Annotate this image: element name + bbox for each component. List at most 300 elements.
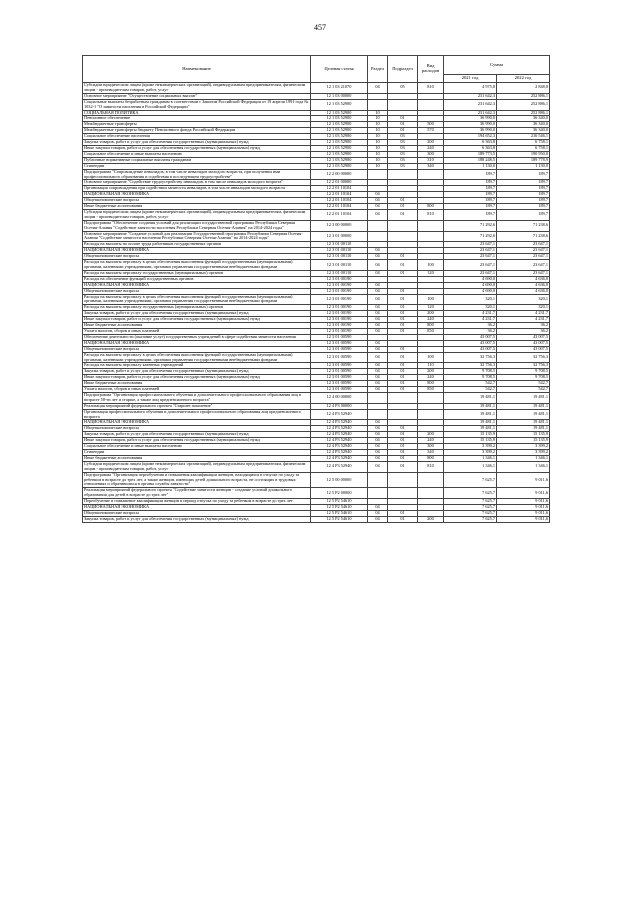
row-value-2021: 23 647,1 — [444, 270, 497, 276]
row-subsection: 01 — [388, 346, 418, 352]
row-subsection: 01 — [388, 455, 418, 461]
header-target-item: Целевая статья — [311, 56, 368, 83]
row-target-item: 12 3 01 00190 — [311, 276, 368, 282]
row-value-2021: 231 642,3 — [444, 110, 497, 116]
row-section: 04 — [368, 204, 388, 210]
row-expense-type: 310 — [418, 157, 444, 163]
row-section: 04 — [368, 352, 388, 363]
row-value-2022: 6 758,1 — [497, 140, 550, 146]
row-section: 04 — [368, 254, 388, 260]
row-subsection: 01 — [388, 198, 418, 204]
row-value-2022: 23 647,1 — [497, 260, 550, 271]
row-target-item: 12 4 P3 52940 — [311, 450, 368, 456]
row-subsection — [388, 220, 418, 231]
row-value-2022: 4 231,7 — [497, 311, 550, 317]
row-target-item: 12 5 P2 54610 — [311, 499, 368, 505]
row-section: 04 — [368, 381, 388, 387]
table-row — [83, 461, 550, 472]
row-subsection: 01 — [388, 294, 418, 305]
row-section — [368, 231, 388, 242]
row-value-2021: 36 990,0 — [444, 128, 497, 134]
row-value-2022: 1 346,1 — [497, 461, 550, 472]
row-value-2022: 19 481,1 — [497, 426, 550, 432]
row-name: Основное мероприятие "Осуществление социальных выплат" — [83, 93, 311, 99]
row-subsection: 01 — [388, 204, 418, 210]
row-name: Расходы на выплаты персоналу в целях обеспечения выполнения функций государственными (муниципальными) органами, казенными учреждениями, органами управления государственными внебюджетными фондами — [83, 294, 311, 305]
row-name: Подпрограмма "Организация профессионального обучения и дополнительного профессионального образования лиц в возрасте 50-ти лет и старше, а также лиц предпенсионного возраста" — [83, 392, 311, 403]
row-name: Общеэкономические вопросы — [83, 198, 311, 204]
row-target-item: 12 3 01 00190 — [311, 294, 368, 305]
row-subsection: 01 — [388, 122, 418, 128]
row-section: 04 — [368, 209, 388, 220]
row-subsection: 03 — [388, 134, 418, 140]
row-section: 04 — [368, 432, 388, 438]
row-value-2022: 252 886,1 — [497, 110, 550, 116]
row-value-2022: 71 238,6 — [497, 220, 550, 231]
row-target-item: 12 1 03 52900 — [311, 140, 368, 146]
row-section: 04 — [368, 198, 388, 204]
row-value-2021: 4 690,0 — [444, 288, 497, 294]
row-expense-type: 800 — [418, 381, 444, 387]
row-value-2021: 4 231,7 — [444, 317, 497, 323]
row-name: Субсидии юридическим лицам (кроме некоммерческих организаций), индивидуальным предпринимателям, физическим лицам - производителям товаров, работ, услуг — [83, 461, 311, 472]
row-section: 04 — [368, 455, 388, 461]
row-subsection — [388, 99, 418, 110]
row-subsection: 01 — [388, 317, 418, 323]
row-subsection — [388, 472, 418, 488]
row-name: Социальное обеспечение и иные выплаты населению — [83, 444, 311, 450]
row-value-2021: 43 007,5 — [444, 346, 497, 352]
row-value-2021: 231 642,3 — [444, 99, 497, 110]
table-row — [83, 352, 550, 363]
row-name: НАЦИОНАЛЬНАЯ ЭКОНОМИКА — [83, 420, 311, 426]
row-name: НАЦИОНАЛЬНАЯ ЭКОНОМИКА — [83, 192, 311, 198]
row-section: 04 — [368, 305, 388, 311]
row-subsection: 01 — [388, 516, 418, 522]
row-target-item: 12 1 03 52900 — [311, 110, 368, 116]
row-section — [368, 169, 388, 180]
row-name: Общеэкономические вопросы — [83, 426, 311, 432]
row-value-2022: 189,7 — [497, 198, 550, 204]
row-target-item: 12 3 01 00590 — [311, 369, 368, 375]
row-expense-type: 810 — [418, 209, 444, 220]
row-name: Переобучение и повышение квалификации женщин в период отпуска по уходу за ребенком в возрасте до трех лет — [83, 499, 311, 505]
row-section: 04 — [368, 346, 388, 352]
page-number: 457 — [314, 23, 326, 32]
row-value-2021: 23 647,1 — [444, 254, 497, 260]
row-name: Закупка товаров, работ и услуг для обеспечения государственных (муниципальных) нужд — [83, 432, 311, 438]
row-value-2022: 4 636,0 — [497, 282, 550, 288]
header-section: Раздел — [368, 56, 388, 83]
row-target-item: 12 1 03 00000 — [311, 93, 368, 99]
row-name: Иные закупки товаров, работ и услуг для обеспечения государственных (муниципальных) нужд — [83, 317, 311, 323]
row-name: Расходы на выплаты по оплате труда работников государственных органов — [83, 242, 311, 248]
row-subsection: 01 — [388, 270, 418, 276]
row-subsection: 01 — [388, 432, 418, 438]
row-value-2022: 32 756,3 — [497, 352, 550, 363]
row-subsection: 03 — [388, 140, 418, 146]
row-section: 10 — [368, 157, 388, 163]
row-target-item: 12 3 01 00110 — [311, 242, 368, 248]
row-value-2022: 23 647,1 — [497, 270, 550, 276]
row-expense-type — [418, 472, 444, 488]
row-subsection: 01 — [388, 450, 418, 456]
row-target-item: 12 3 01 00590 — [311, 387, 368, 393]
row-subsection: 01 — [388, 209, 418, 220]
row-expense-type — [418, 409, 444, 420]
row-expense-type: 240 — [418, 438, 444, 444]
row-target-item: 12 3 01 00590 — [311, 346, 368, 352]
row-name: Организация сопровождения при содействии занятости инвалидов, в том числе инвалидов молодого возраста — [83, 186, 311, 192]
row-value-2021: 1 346,1 — [444, 455, 497, 461]
row-section: 04 — [368, 294, 388, 305]
row-name: Уплата налогов, сборов и иных платежей — [83, 387, 311, 393]
row-subsection: 03 — [388, 151, 418, 157]
table-row — [83, 392, 550, 403]
row-name: Иные закупки товаров, работ и услуг для обеспечения государственных (муниципальных) нужд — [83, 438, 311, 444]
row-value-2022: 189,7 — [497, 169, 550, 180]
row-section: 04 — [368, 282, 388, 288]
row-value-2021: 23 647,1 — [444, 248, 497, 254]
row-target-item: 12 2 01 10104 — [311, 209, 368, 220]
row-value-2021: 7 625,7 — [444, 488, 497, 499]
row-target-item: 12 3 01 00190 — [311, 311, 368, 317]
row-section — [368, 392, 388, 403]
row-value-2021: 15 135,9 — [444, 432, 497, 438]
row-value-2022: 36 340,0 — [497, 128, 550, 134]
row-subsection: 03 — [388, 157, 418, 163]
row-name: Социальное обеспечение населения — [83, 134, 311, 140]
header-year-2022: 2022 год — [497, 75, 550, 83]
row-name: Иные закупки товаров, работ и услуг для обеспечения государственных (муниципальных) нужд — [83, 375, 311, 381]
row-expense-type: 240 — [418, 145, 444, 151]
row-target-item: 12 3 01 00190 — [311, 328, 368, 334]
row-value-2021: 36 990,0 — [444, 122, 497, 128]
row-value-2022: 189,7 — [497, 186, 550, 192]
row-target-item: 12 1 03 21070 — [311, 83, 368, 94]
row-value-2022: 542,7 — [497, 387, 550, 393]
row-subsection: 01 — [388, 510, 418, 516]
row-value-2022: 4 636,0 — [497, 288, 550, 294]
table-row — [83, 220, 550, 231]
row-value-2021: 189,7 — [444, 192, 497, 198]
row-name: Обеспечение деятельности (оказание услуг) государственных учреждений в сфере содействия занятости населения — [83, 334, 311, 340]
row-subsection: 01 — [388, 387, 418, 393]
row-subsection — [388, 392, 418, 403]
row-expense-type: 800 — [418, 455, 444, 461]
table-row — [83, 409, 550, 420]
row-name: Закупка товаров, работ и услуг для обеспечения государственных (муниципальных) нужд — [83, 140, 311, 146]
row-value-2022: 9 708,5 — [497, 375, 550, 381]
row-value-2021: 19 481,1 — [444, 426, 497, 432]
row-target-item: 12 1 03 52900 — [311, 128, 368, 134]
row-subsection — [388, 231, 418, 242]
row-subsection: 01 — [388, 461, 418, 472]
row-subsection: 01 — [388, 128, 418, 134]
header-year-2021: 2021 год — [444, 75, 497, 83]
row-section: 04 — [368, 83, 388, 94]
row-value-2022: 43 007,5 — [497, 346, 550, 352]
row-target-item: 12 3 01 00590 — [311, 375, 368, 381]
row-value-2021: 43 007,5 — [444, 340, 497, 346]
row-name: Иные бюджетные ассигнования — [83, 381, 311, 387]
row-value-2021: 7 625,7 — [444, 510, 497, 516]
row-value-2022: 19 481,1 — [497, 403, 550, 409]
row-value-2022: 252 886,1 — [497, 99, 550, 110]
row-expense-type: 110 — [418, 363, 444, 369]
row-section: 10 — [368, 128, 388, 134]
row-section: 04 — [368, 288, 388, 294]
row-section: 04 — [368, 426, 388, 432]
row-value-2022: 15 135,9 — [497, 432, 550, 438]
row-value-2022: 23 647,1 — [497, 242, 550, 248]
row-value-2022: 36,2 — [497, 323, 550, 329]
row-value-2021: 36,2 — [444, 328, 497, 334]
row-name: Социальное обеспечение и иные выплаты населению — [83, 151, 311, 157]
row-value-2021: 3 399,2 — [444, 450, 497, 456]
row-value-2021: 9 708,5 — [444, 375, 497, 381]
row-name: Общеэкономические вопросы — [83, 288, 311, 294]
row-name: Основное мероприятие "Содействие трудоустройству инвалидов, в том числе инвалидов молодого возраста" — [83, 180, 311, 186]
table-row — [83, 260, 550, 271]
row-value-2022: 4 636,0 — [497, 276, 550, 282]
row-expense-type: 120 — [418, 305, 444, 311]
row-value-2021: 4 231,7 — [444, 311, 497, 317]
row-target-item: 12 5 P2 54610 — [311, 505, 368, 511]
row-value-2021: 189,7 — [444, 186, 497, 192]
row-section: 04 — [368, 420, 388, 426]
row-section: 04 — [368, 387, 388, 393]
table-row — [83, 169, 550, 180]
row-expense-type: 300 — [418, 151, 444, 157]
row-value-2022: 320,1 — [497, 305, 550, 311]
row-section: 04 — [368, 363, 388, 369]
row-expense-type: 200 — [418, 516, 444, 522]
row-name: Общеэкономические вопросы — [83, 254, 311, 260]
row-name: НАЦИОНАЛЬНАЯ ЭКОНОМИКА — [83, 340, 311, 346]
row-value-2021: 7 625,7 — [444, 516, 497, 522]
row-subsection: 01 — [388, 323, 418, 329]
row-value-2022: 9 011,6 — [497, 516, 550, 522]
row-expense-type: 200 — [418, 369, 444, 375]
row-subsection — [388, 169, 418, 180]
row-section: 04 — [368, 192, 388, 198]
row-target-item: 12 3 01 00110 — [311, 260, 368, 271]
row-name: Подпрограмма "Сопровождение инвалидов, в том числе инвалидов молодого возраста, при получении ими профессионального образования и содействия в последующем трудоустройстве" — [83, 169, 311, 180]
row-target-item: 12 3 01 00590 — [311, 363, 368, 369]
table-row — [83, 516, 550, 522]
row-section — [368, 488, 388, 499]
row-subsection: 01 — [388, 363, 418, 369]
row-section: 04 — [368, 248, 388, 254]
row-value-2021: 4 975,8 — [444, 83, 497, 94]
row-expense-type: 120 — [418, 270, 444, 276]
row-target-item: 12 1 03 52900 — [311, 163, 368, 169]
row-value-2021: 320,1 — [444, 294, 497, 305]
row-value-2021: 188 248,5 — [444, 157, 497, 163]
row-name: Расходы на выплаты персоналу казенных учреждений — [83, 363, 311, 369]
row-name: Закупка товаров, работ и услуг для обеспечения государственных (муниципальных) нужд — [83, 369, 311, 375]
row-value-2021: 189 773,5 — [444, 151, 497, 157]
row-expense-type — [418, 220, 444, 231]
row-expense-type — [418, 99, 444, 110]
row-section: 10 — [368, 134, 388, 140]
row-name: Пенсионное обеспечение — [83, 116, 311, 122]
row-name: Расходы на выплаты персоналу государственных (муниципальных) органов — [83, 270, 311, 276]
row-target-item: 12 2 01 10104 — [311, 198, 368, 204]
row-target-item: 12 3 01 00190 — [311, 317, 368, 323]
row-expense-type: 340 — [418, 163, 444, 169]
row-value-2022: 19 481,1 — [497, 392, 550, 403]
row-target-item: 12 1 03 52900 — [311, 145, 368, 151]
row-section: 04 — [368, 461, 388, 472]
row-expense-type: 200 — [418, 311, 444, 317]
row-name: Иные бюджетные ассигнования — [83, 204, 311, 210]
row-target-item: 12 3 01 00110 — [311, 270, 368, 276]
row-value-2021: 189,7 — [444, 180, 497, 186]
row-value-2021: 19 481,1 — [444, 409, 497, 420]
row-expense-type: 200 — [418, 140, 444, 146]
row-subsection: 05 — [388, 83, 418, 94]
row-value-2022: 1 130,0 — [497, 163, 550, 169]
row-name: Стипендии — [83, 163, 311, 169]
row-target-item: 12 2 01 10104 — [311, 204, 368, 210]
row-expense-type: 570 — [418, 128, 444, 134]
row-subsection: 01 — [388, 311, 418, 317]
row-name: Публичные нормативные социальные выплаты гражданам — [83, 157, 311, 163]
row-target-item: 12 3 01 00110 — [311, 248, 368, 254]
row-section — [368, 220, 388, 231]
row-value-2022: 320,1 — [497, 294, 550, 305]
row-value-2022: 189,7 — [497, 204, 550, 210]
row-section: 04 — [368, 505, 388, 511]
table-body — [83, 83, 550, 523]
row-section: 04 — [368, 510, 388, 516]
row-value-2021: 3 399,2 — [444, 444, 497, 450]
row-value-2021: 231 642,3 — [444, 93, 497, 99]
row-name: Основное мероприятие "Создание условий для реализации Государственной программы Республики Северная Осетия-Алания "Содействие занятости населения Республики Северная Осетия-Алания" на 2014-2024 годы" — [83, 231, 311, 242]
row-name: Подпрограмма "Обеспечение создания условий для реализации государственной программы Республики Северная Осетия-Алания "Содействие занятости населения Республики Северная Осетия-Алания" на 2014-2024 годы" — [83, 220, 311, 231]
row-value-2022: 36,2 — [497, 328, 550, 334]
row-name: Субсидии юридическим лицам (кроме некоммерческих организаций), индивидуальным предпринимателям, физическим лицам - производителям товаров, работ, услуг — [83, 83, 311, 94]
row-target-item: 12 3 01 00590 — [311, 381, 368, 387]
row-expense-type: 810 — [418, 83, 444, 94]
row-name: Организация профессионального обучения и дополнительного профессионального образования лиц предпенсионного возраста — [83, 409, 311, 420]
row-name: Общеэкономические вопросы — [83, 510, 311, 516]
row-target-item: 12 4 P3 52940 — [311, 409, 368, 420]
row-target-item: 12 3 01 00190 — [311, 288, 368, 294]
row-target-item: 12 5 P2 54610 — [311, 510, 368, 516]
row-value-2021: 9 708,5 — [444, 369, 497, 375]
row-value-2022: 43 007,5 — [497, 340, 550, 346]
row-expense-type: 240 — [418, 375, 444, 381]
row-value-2022: 6 758,1 — [497, 145, 550, 151]
row-subsection: 01 — [388, 444, 418, 450]
row-value-2021: 19 481,1 — [444, 420, 497, 426]
row-section: 04 — [368, 369, 388, 375]
row-subsection: 01 — [388, 381, 418, 387]
row-target-item: 12 4 P3 52940 — [311, 461, 368, 472]
row-section: 04 — [368, 516, 388, 522]
row-target-item: 12 4 P3 52940 — [311, 420, 368, 426]
row-name: НАЦИОНАЛЬНАЯ ЭКОНОМИКА — [83, 282, 311, 288]
row-name: Подпрограмма "Организация переобучения и повышения квалификации женщин, находящихся в отпуске по уходу за ребенком в возрасте до трех лет, а также женщин, имеющих детей дошкольного возраста, не состоящих в трудовых отношениях и обратившихся в органы службы занятости" — [83, 472, 311, 488]
row-subsection: 01 — [388, 426, 418, 432]
row-name: Межбюджетные трансферты бюджету Пенсионного фонда Российской Федерации — [83, 128, 311, 134]
row-section: 10 — [368, 151, 388, 157]
row-subsection: 01 — [388, 375, 418, 381]
row-subsection: 01 — [388, 352, 418, 363]
row-subsection: 01 — [388, 438, 418, 444]
row-value-2021: 1 130,0 — [444, 163, 497, 169]
row-name: Расходы на выплаты персоналу государственных (муниципальных) органов — [83, 305, 311, 311]
row-name: Расходы на выплаты персоналу в целях обеспечения выполнения функций государственными (муниципальными) органами, казенными учреждениями, органами управления государственными внебюджетными фондами — [83, 260, 311, 271]
row-target-item: 12 2 01 10104 — [311, 192, 368, 198]
row-value-2021: 32 756,3 — [444, 363, 497, 369]
row-value-2022: 71 238,6 — [497, 231, 550, 242]
row-value-2022: 15 135,9 — [497, 438, 550, 444]
row-value-2022: 43 007,5 — [497, 334, 550, 340]
row-target-item: 12 3 01 00590 — [311, 340, 368, 346]
row-value-2022: 19 481,1 — [497, 420, 550, 426]
row-name: Расходы на обеспечение функций государственных органов — [83, 276, 311, 282]
row-section: 04 — [368, 317, 388, 323]
row-value-2022: 1 346,1 — [497, 455, 550, 461]
row-value-2021: 19 481,1 — [444, 403, 497, 409]
row-name: Реализация мероприятий федерального проекта "Содействие занятости женщин - создание условий дошкольного образования для детей в возрасте до трех лет" — [83, 488, 311, 499]
table-row — [83, 99, 550, 110]
row-name: Реализация мероприятий федерального проекта "Старшее поколение" — [83, 403, 311, 409]
row-value-2021: 71 292,6 — [444, 231, 497, 242]
row-section: 04 — [368, 323, 388, 329]
row-name: Иные закупки товаров, работ и услуг для обеспечения государственных (муниципальных) нужд — [83, 145, 311, 151]
row-expense-type: 800 — [418, 323, 444, 329]
row-expense-type — [418, 392, 444, 403]
row-target-item: 12 3 01 00000 — [311, 231, 368, 242]
row-value-2021: 36,2 — [444, 323, 497, 329]
row-section — [368, 409, 388, 420]
table-row — [83, 231, 550, 242]
row-value-2022: 189,7 — [497, 180, 550, 186]
row-target-item: 12 4 P3 52940 — [311, 432, 368, 438]
row-section: 04 — [368, 260, 388, 271]
row-target-item: 12 3 00 00000 — [311, 220, 368, 231]
row-target-item: 12 1 03 52900 — [311, 157, 368, 163]
row-section: 10 — [368, 116, 388, 122]
row-target-item: 12 4 00 00000 — [311, 392, 368, 403]
row-expense-type: 240 — [418, 317, 444, 323]
row-target-item: 12 1 03 52900 — [311, 151, 368, 157]
row-subsection: 01 — [388, 260, 418, 271]
row-section: 04 — [368, 311, 388, 317]
row-name: Расходы на выплаты персоналу в целях обеспечения выполнения функций государственными (муниципальными) органами, казенными учреждениями, органами управления государственными внебюджетными фондами — [83, 352, 311, 363]
budget-table — [82, 55, 550, 523]
row-section: 04 — [368, 438, 388, 444]
row-section: 04 — [368, 340, 388, 346]
row-section: 04 — [368, 450, 388, 456]
row-value-2021: 189,7 — [444, 169, 497, 180]
row-subsection: 01 — [388, 369, 418, 375]
row-value-2022: 9 011,6 — [497, 505, 550, 511]
table-row — [83, 83, 550, 94]
row-expense-type: 810 — [418, 461, 444, 472]
row-value-2021: 1 346,1 — [444, 461, 497, 472]
row-target-item: 12 1 03 52900 — [311, 116, 368, 122]
row-value-2021: 542,7 — [444, 387, 497, 393]
row-value-2021: 320,1 — [444, 305, 497, 311]
row-target-item: 12 5 00 00000 — [311, 472, 368, 488]
row-value-2021: 7 625,7 — [444, 499, 497, 505]
